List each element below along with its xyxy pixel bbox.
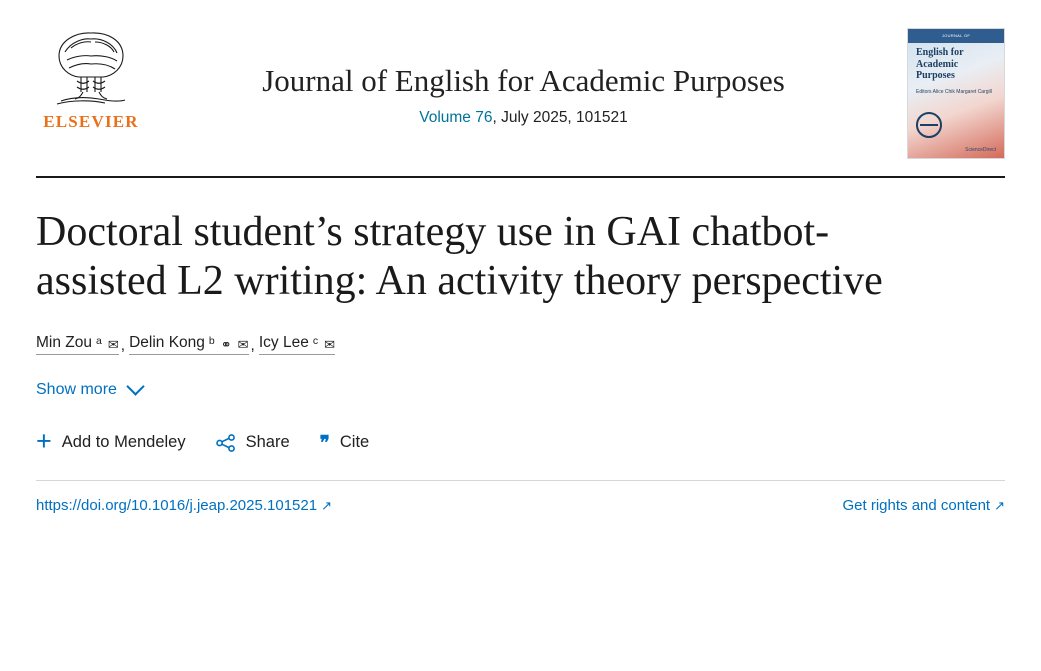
plus-icon: + [36,426,52,457]
cover-logo-icon [916,112,942,138]
article-footer [0,481,1041,514]
doi-text: https://doi.org/10.1016/j.jeap.2025.101521 [36,497,318,515]
author-name: Delin Kong [129,334,205,352]
envelope-icon[interactable]: ✉ [324,337,335,353]
author-affiliation-marker: c [312,335,319,348]
add-to-mendeley-button[interactable] [36,426,186,457]
author-item[interactable] [36,334,119,355]
cite-label: Cite [339,433,370,452]
journal-issue-line [146,109,901,127]
journal-header [0,0,1041,168]
add-to-mendeley-label: Add to Mendeley [61,433,186,452]
doi-link[interactable] [36,497,332,514]
share-button[interactable] [216,433,290,452]
chevron-down-icon [126,377,144,395]
author-name: Icy Lee [258,334,309,352]
author-name: Min Zou [36,334,92,352]
quote-icon: ❞ [319,433,330,455]
author-item[interactable] [259,334,335,355]
elsevier-wordmark: ELSEVIER [43,112,139,131]
author-item[interactable] [129,334,248,355]
cover-subtitle: Editors Alice Chik Margaret Cargill [916,89,992,95]
journal-title: Journal of English for Academic Purposes [262,63,785,98]
cite-button[interactable] [319,433,370,455]
show-more-label: Show more [36,381,117,399]
author-affiliation-marker: b [208,335,215,348]
share-icon [216,434,236,452]
page-title: Doctoral student’s strategy use in GAI chatbot-assisted L2 writing: An activity theory perspective [36,209,883,305]
journal-cover-image[interactable] [907,28,1005,159]
author-affiliation-marker: a [96,335,102,348]
volume-link[interactable]: Volume 76 [419,109,493,127]
external-link-icon: ↗ [994,498,1005,514]
person-icon[interactable]: ⚭ [220,337,232,353]
cover-footer: ScienceDirect [965,147,996,153]
rights-text: Get rights and content [842,497,991,515]
envelope-icon[interactable]: ✉ [237,337,249,353]
article-header [0,178,1041,456]
share-label: Share [245,433,290,452]
elsevier-logo[interactable] [36,18,146,132]
elsevier-tree-icon [47,26,135,108]
journal-cover-wrapper[interactable] [901,18,1005,159]
envelope-icon[interactable]: ✉ [107,337,119,353]
cover-title: English for Academic Purposes [916,47,964,81]
author-separator: , [120,337,126,355]
show-more-button[interactable] [36,381,142,399]
cover-top-band: JOURNAL OF [908,29,1004,43]
external-link-icon: ↗ [321,498,332,514]
journal-info [146,18,901,127]
author-separator: , [250,337,255,355]
article-actions [36,426,1005,457]
issue-details: , July 2025, 101521 [492,109,628,127]
author-list [36,334,1005,355]
get-rights-and-content-link[interactable] [843,497,1006,514]
